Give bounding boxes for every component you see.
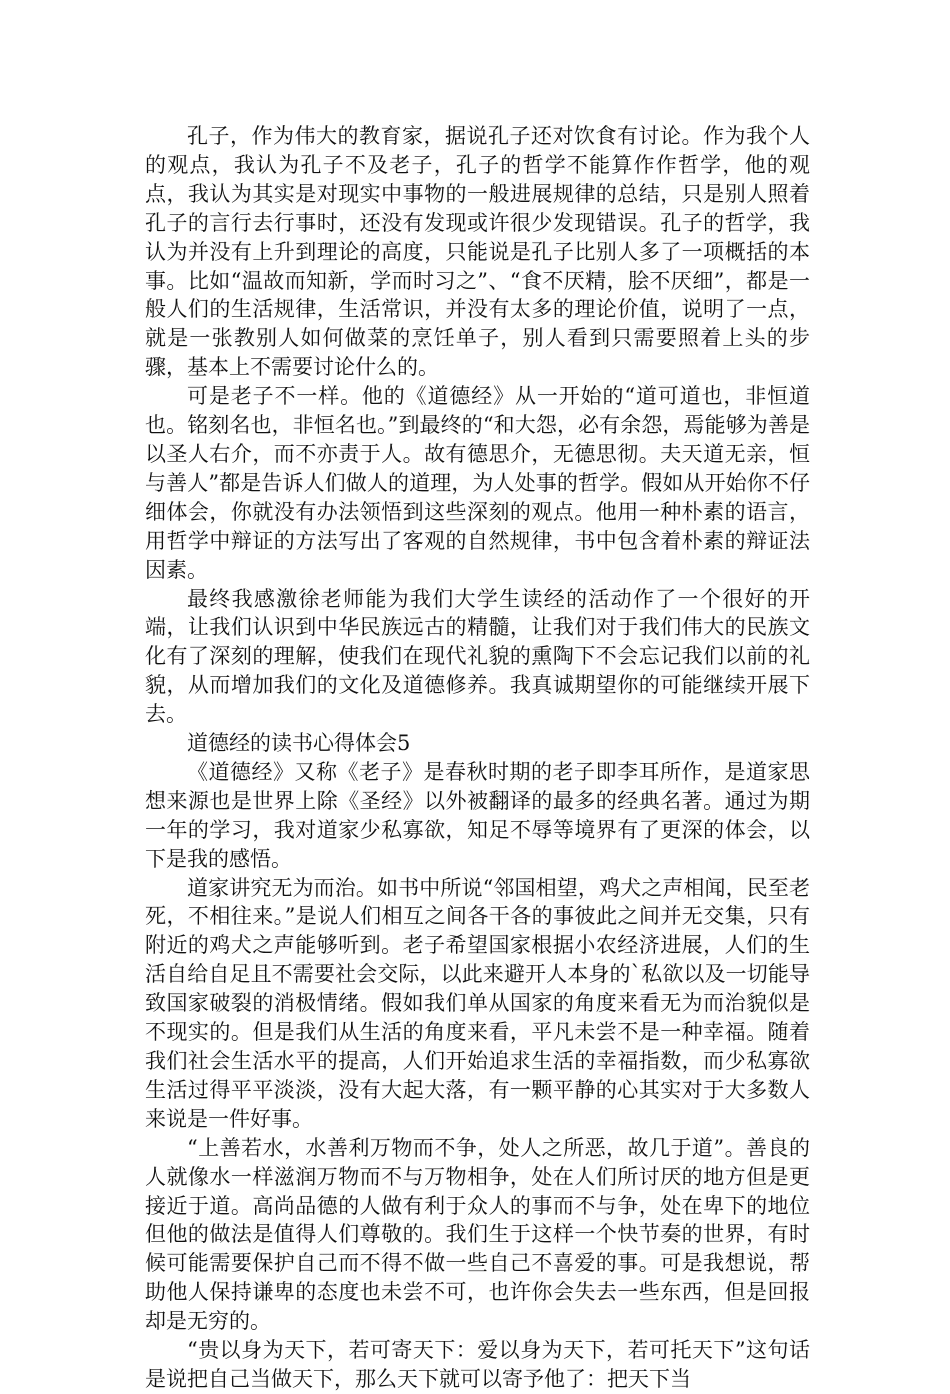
document-body: [145, 122, 810, 1394]
paragraph-laozi: 可是老子不一样。他的《道德经》从一开始的“道可道也，非恒道也。铭刻名也，非恒名也。”到最终的“和大怨，必有余怨，焉能够为善是以圣人右介，而不亦责于人。故有德思介，无德思彻。夫天道无亲，恒与善人”都是告诉人们做人的道理，为人处事的哲学。假如从开始你不仔细体会，你就没有办法领悟到这些深刻的观点。他用一种朴素的语言，用哲学中辩证的方法写出了客观的自然规律，书中包含着朴素的辩证法因素。: [145, 384, 810, 582]
section-heading: 道德经的读书心得体会5: [187, 731, 411, 756]
paragraph-wuwei: 道家讲究无为而治。如书中所说“邻国相望，鸡犬之声相闻，民至老死，不相往来。”是说人们相互之间各干各的事彼此之间并无交集，只有附近的鸡犬之声能够听到。老子希望国家根据小农经济进展，人们的生活自给自足且不需要社会交际，以此来避开人本身的`私欲以及一切能导致国家破裂的消极情绪。假如我们单从国家的角度来看无为而治貌似是不现实的。但是我们从生活的角度来看，平凡未尝不是一种幸福。随着我们社会生活水平的提高，人们开始追求生活的幸福指数，而少私寡欲生活过得平平淡淡，没有大起大落，有一颗平静的心其实对于大多数人来说是一件好事。: [145, 875, 810, 1131]
paragraph-confucius: 孔子，作为伟大的教育家，据说孔子还对饮食有讨论。作为我个人的观点，我认为孔子不及老子，孔子的哲学不能算作作哲学，他的观点，我认为其实是对现实中事物的一般进展规律的总结，只是别人照着孔子的言行去行事时，还没有发现或许很少发现错误。孔子的哲学，我认为并没有上升到理论的高度，只能说是孔子比别人多了一项概括的本事。比如“温故而知新，学而时习之”、“食不厌精，脍不厌细”，都是一般人们的生活规律，生活常识，并没有太多的理论价值，说明了一点，就是一张教别人如何做菜的烹饪单子，别人看到只需要照着上头的步骤，基本上不需要讨论什么的。: [145, 124, 810, 380]
paragraph-world: “贵以身为天下，若可寄天下：爱以身为天下，若可托天下”这句话是说把自己当做天下，那么天下就可以寄予他了：把天下当: [145, 1338, 810, 1391]
paragraph-intro: 《道德经》又称《老子》是春秋时期的老子即李耳所作，是道家思想来源也是世界上除《圣经》以外被翻译的最多的经典名著。通过为期一年的学习，我对道家少私寡欲，知足不辱等境界有了更深的体会，以下是我的感悟。: [145, 759, 810, 871]
paragraph-water: “上善若水，水善利万物而不争，处人之所恶，故几于道”。善良的人就像水一样滋润万物而不与万物相争，处在人们所讨厌的地方但是更接近于道。高尚品德的人做有利于众人的事而不与争，处在卑下的地位但他的做法是值得人们尊敬的。我们生于这样一个快节奏的世界，有时候可能需要保护自己而不得不做一些自己不喜爱的事。可是我想说，帮助他人保持谦卑的态度也未尝不可，也许你会失去一些东西，但是回报却是无穷的。: [145, 1135, 810, 1334]
paragraph-gratitude: 最终我感激徐老师能为我们大学生读经的活动作了一个很好的开端，让我们认识到中华民族远古的精髓，让我们对于我们伟大的民族文化有了深刻的理解，使我们在现代礼貌的熏陶下不会忘记我们以前的礼貌，从而增加我们的文化及道德修养。我真诚期望你的可能继续开展下去。: [145, 586, 810, 727]
